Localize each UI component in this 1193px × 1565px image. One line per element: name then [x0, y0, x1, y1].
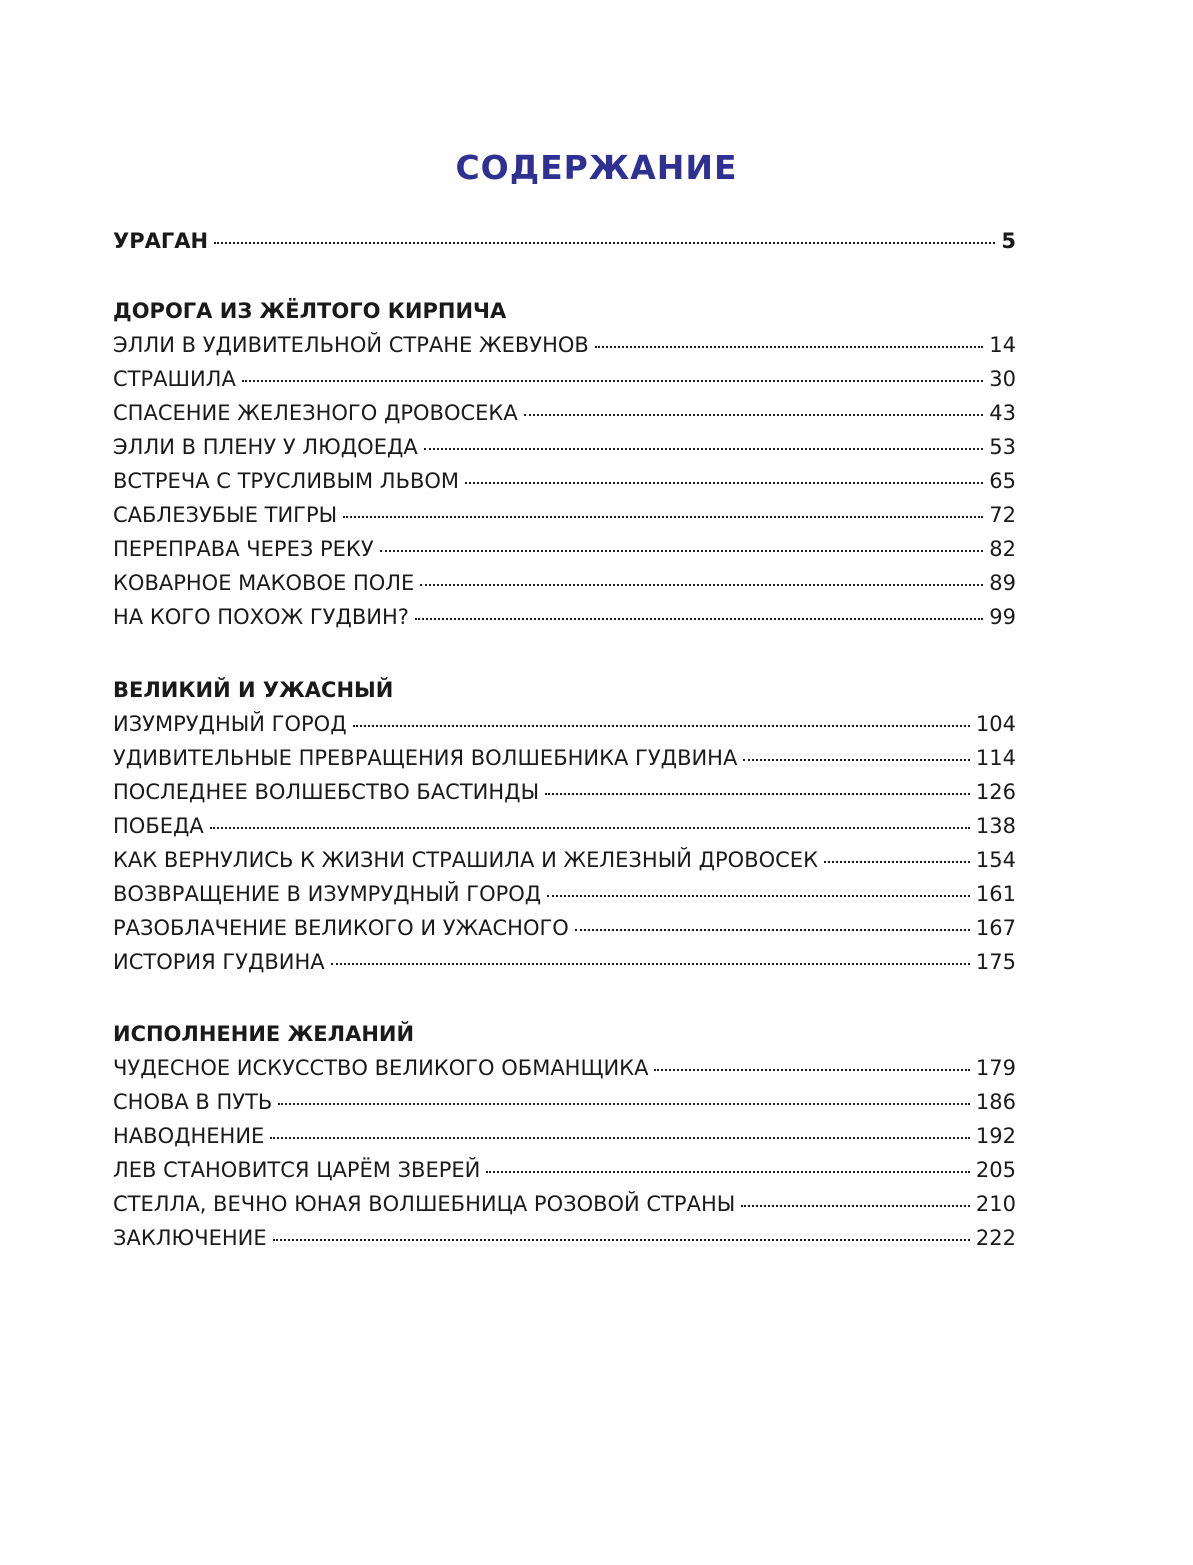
toc-entry[interactable]: [113, 775, 1016, 809]
toc-entry[interactable]: [113, 532, 1016, 566]
toc-entry-title: УДИВИТЕЛЬНЫЕ ПРЕВРАЩЕНИЯ ВОЛШЕБНИКА ГУДВИНА: [113, 746, 738, 770]
toc-section: [113, 1017, 1016, 1255]
toc-entry-title: НАВОДНЕНИЕ: [113, 1124, 265, 1148]
toc-entry-title: ЧУДЕСНОЕ ИСКУССТВО ВЕЛИКОГО ОБМАНЩИКА: [113, 1056, 649, 1080]
dot-leader: [424, 448, 984, 450]
dot-leader: [575, 929, 970, 931]
toc-entry[interactable]: [113, 707, 1016, 741]
dot-leader: [486, 1171, 970, 1173]
dot-leader: [545, 793, 970, 795]
toc-entry-title: САБЛЕЗУБЫЕ ТИГРЫ: [113, 503, 338, 527]
toc-entry-page: 89: [989, 571, 1016, 595]
toc-entry-title: ЗАКЛЮЧЕНИЕ: [113, 1226, 267, 1250]
dot-leader: [741, 1205, 970, 1207]
dot-leader: [547, 895, 970, 897]
toc-entry-page: 179: [975, 1056, 1016, 1080]
toc-entry-intro[interactable]: [113, 224, 1016, 258]
table-of-contents: [113, 224, 1016, 1255]
toc-section: [113, 673, 1016, 979]
toc-entry-page: 82: [989, 537, 1016, 561]
toc-entry-page: 99: [989, 605, 1016, 629]
toc-entry-title: ВСТРЕЧА С ТРУСЛИВЫМ ЛЬВОМ: [113, 469, 460, 493]
dot-leader: [270, 1137, 970, 1139]
section-heading: ИСПОЛНЕНИЕ ЖЕЛАНИЙ: [113, 1022, 415, 1046]
toc-sections: [113, 294, 1016, 1255]
dot-leader: [824, 861, 970, 863]
dot-leader: [331, 963, 970, 965]
toc-entry-title: ЛЕВ СТАНОВИТСЯ ЦАРЁМ ЗВЕРЕЙ: [113, 1158, 481, 1182]
dot-leader: [595, 346, 983, 348]
toc-section: [113, 294, 1016, 634]
dot-leader: [380, 550, 984, 552]
toc-entry-title: ИЗУМРУДНЫЙ ГОРОД: [113, 712, 347, 736]
toc-entry-page: 167: [975, 916, 1016, 940]
dot-leader: [353, 725, 970, 727]
toc-entry-title: КОВАРНОЕ МАКОВОЕ ПОЛЕ: [113, 571, 415, 595]
toc-entry-page: 161: [975, 882, 1016, 906]
toc-entry[interactable]: [113, 809, 1016, 843]
toc-entry-page: 192: [975, 1124, 1016, 1148]
dot-leader: [214, 242, 995, 244]
toc-entry-page: 114: [975, 746, 1016, 770]
toc-entry[interactable]: [113, 464, 1016, 498]
toc-entry-page: 5: [1001, 229, 1016, 253]
toc-entry[interactable]: [113, 1085, 1016, 1119]
toc-entry[interactable]: [113, 566, 1016, 600]
toc-entry[interactable]: [113, 362, 1016, 396]
toc-entry-page: 138: [975, 814, 1016, 838]
toc-entry-page: 30: [989, 367, 1016, 391]
toc-entry-title: КАК ВЕРНУЛИСЬ К ЖИЗНИ СТРАШИЛА И ЖЕЛЕЗНЫЙ ДРОВОСЕК: [113, 848, 818, 872]
toc-entry-page: 65: [989, 469, 1016, 493]
toc-entry[interactable]: [113, 741, 1016, 775]
toc-entry[interactable]: [113, 1153, 1016, 1187]
dot-leader: [242, 380, 983, 382]
toc-entry-page: 43: [989, 401, 1016, 425]
toc-entry[interactable]: [113, 430, 1016, 464]
toc-entry[interactable]: [113, 328, 1016, 362]
toc-entry-page: 14: [989, 333, 1016, 357]
dot-leader: [343, 516, 983, 518]
toc-entry-title: УРАГАН: [113, 229, 209, 253]
toc-entry-title: СНОВА В ПУТЬ: [113, 1090, 273, 1114]
toc-entry-title: ПОБЕДА: [113, 814, 204, 838]
toc-entry-title: СПАСЕНИЕ ЖЕЛЕЗНОГО ДРОВОСЕКА: [113, 401, 518, 425]
section-heading: ВЕЛИКИЙ И УЖАСНЫЙ: [113, 678, 394, 702]
dot-leader: [278, 1103, 970, 1105]
toc-entry-title: РАЗОБЛАЧЕНИЕ ВЕЛИКОГО И УЖАСНОГО: [113, 916, 569, 940]
dot-leader: [415, 618, 983, 620]
toc-entry-page: 186: [975, 1090, 1016, 1114]
toc-entry-title: ЭЛЛИ В УДИВИТЕЛЬНОЙ СТРАНЕ ЖЕВУНОВ: [113, 333, 589, 357]
toc-entry-title: НА КОГО ПОХОЖ ГУДВИН?: [113, 605, 409, 629]
dot-leader: [743, 759, 970, 761]
toc-entry-title: ИСТОРИЯ ГУДВИНА: [113, 950, 325, 974]
toc-entry[interactable]: [113, 1221, 1016, 1255]
dot-leader: [465, 482, 983, 484]
toc-entry[interactable]: [113, 498, 1016, 532]
toc-entry[interactable]: [113, 843, 1016, 877]
toc-entry-page: 175: [975, 950, 1016, 974]
toc-entry-page: 154: [975, 848, 1016, 872]
section-heading: ДОРОГА ИЗ ЖЁЛТОГО КИРПИЧА: [113, 299, 507, 323]
toc-entry-page: 205: [975, 1158, 1016, 1182]
toc-entry-title: ПОСЛЕДНЕЕ ВОЛШЕБСТВО БАСТИНДЫ: [113, 780, 540, 804]
toc-entry-title: ЭЛЛИ В ПЛЕНУ У ЛЮДОЕДА: [113, 435, 418, 459]
toc-entry-page: 210: [975, 1192, 1016, 1216]
toc-entry-page: 104: [975, 712, 1016, 736]
dot-leader: [654, 1069, 969, 1071]
dot-leader: [210, 827, 970, 829]
toc-entry-title: СТЕЛЛА, ВЕЧНО ЮНАЯ ВОЛШЕБНИЦА РОЗОВОЙ СТРАНЫ: [113, 1192, 736, 1216]
toc-entry[interactable]: [113, 1187, 1016, 1221]
toc-entry[interactable]: [113, 1051, 1016, 1085]
toc-entry[interactable]: [113, 945, 1016, 979]
dot-leader: [273, 1239, 970, 1241]
toc-entry-page: 222: [975, 1226, 1016, 1250]
toc-entry[interactable]: [113, 1119, 1016, 1153]
toc-entry[interactable]: [113, 877, 1016, 911]
toc-entry-title: ПЕРЕПРАВА ЧЕРЕЗ РЕКУ: [113, 537, 374, 561]
toc-entry-title: СТРАШИЛА: [113, 367, 236, 391]
toc-entry-title: ВОЗВРАЩЕНИЕ В ИЗУМРУДНЫЙ ГОРОД: [113, 882, 542, 906]
dot-leader: [524, 414, 984, 416]
page-title: СОДЕРЖАНИЕ: [455, 148, 738, 187]
toc-entry[interactable]: [113, 396, 1016, 430]
toc-entry[interactable]: [113, 600, 1016, 634]
toc-entry[interactable]: [113, 911, 1016, 945]
toc-entry-page: 126: [975, 780, 1016, 804]
toc-entry-page: 53: [989, 435, 1016, 459]
toc-entry-page: 72: [989, 503, 1016, 527]
dot-leader: [420, 584, 983, 586]
